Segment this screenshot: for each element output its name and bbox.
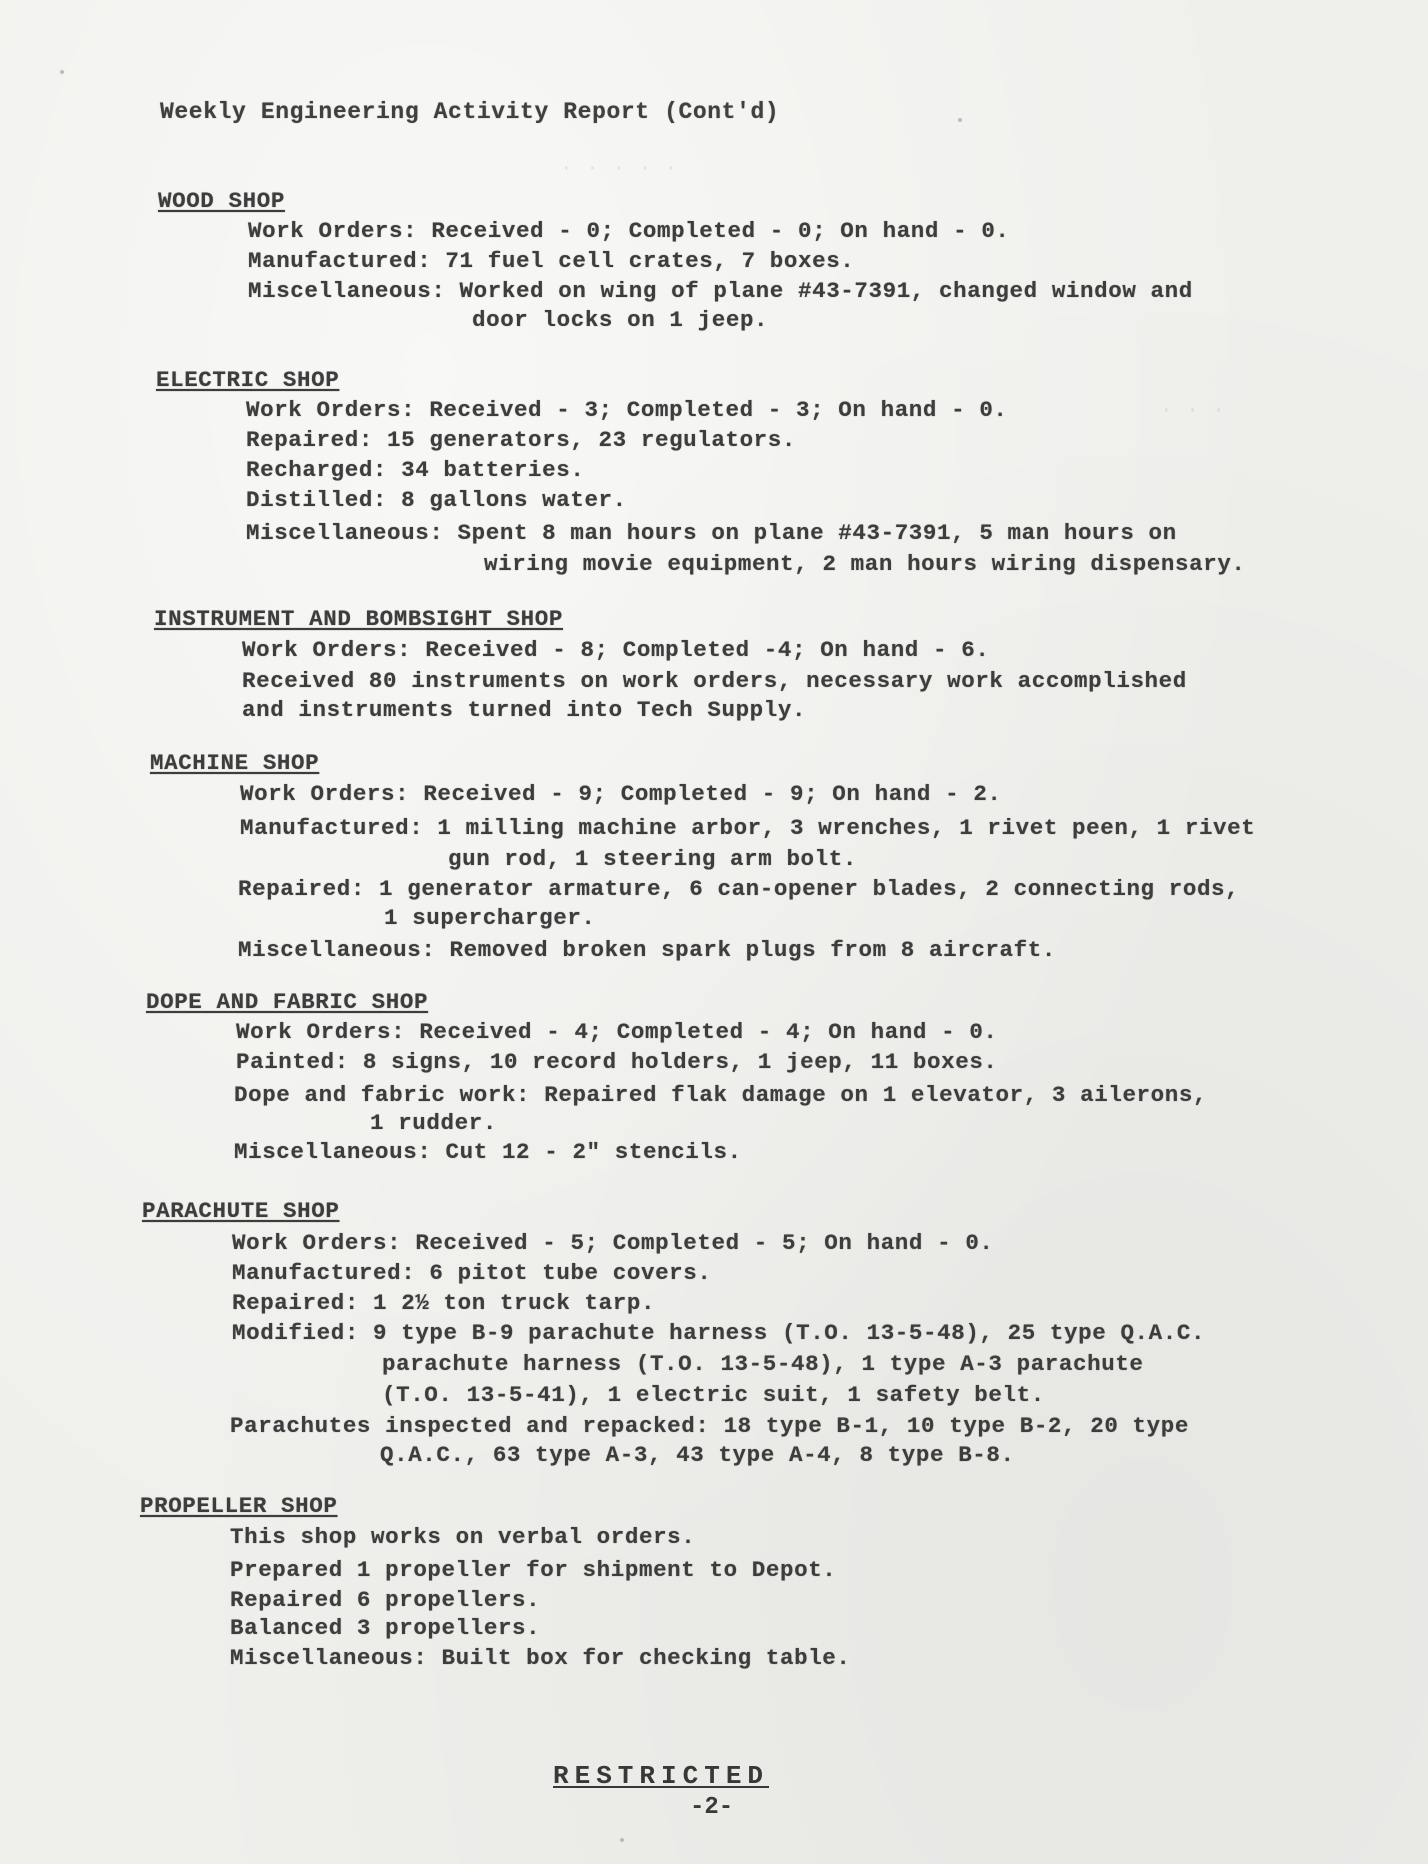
section-header-electric-shop: ELECTRIC SHOP [156,367,340,393]
section-line: Manufactured: 1 milling machine arbor, 3 wrenches, 1 rivet peen, 1 rivet [240,815,1256,841]
section-line: Work Orders: Received - 3; Completed - 3; On hand - 0. [246,397,1008,423]
section-line: (T.O. 13-5-41), 1 electric suit, 1 safety belt. [382,1382,1045,1408]
paper-speck [60,70,64,74]
section-line: Work Orders: Received - 9; Completed - 9; On hand - 2. [240,781,1002,807]
section-line: Work Orders: Received - 5; Completed - 5; On hand - 0. [232,1230,994,1256]
section-line: Work Orders: Received - 4; Completed - 4; On hand - 0. [236,1019,998,1045]
section-line: Received 80 instruments on work orders, necessary work accomplished [242,668,1187,694]
section-line: Miscellaneous: Removed broken spark plugs from 8 aircraft. [238,937,1056,963]
report-title: Weekly Engineering Activity Report (Cont'd) [160,99,780,125]
section-line: Q.A.C., 63 type A-3, 43 type A-4, 8 type B-8. [380,1442,1015,1468]
section-line: Prepared 1 propeller for shipment to Depot. [230,1557,837,1583]
section-line: Manufactured: 71 fuel cell crates, 7 boxes. [248,248,855,274]
section-line: and instruments turned into Tech Supply. [242,697,807,723]
section-line: 1 supercharger. [384,905,596,931]
paper-speck [620,1838,624,1842]
section-line: Distilled: 8 gallons water. [246,487,627,513]
section-line: 1 rudder. [370,1110,497,1136]
section-line: Work Orders: Received - 8; Completed -4; On hand - 6. [242,637,990,663]
section-line: parachute harness (T.O. 13-5-48), 1 type A-3 parachute [382,1351,1144,1377]
section-line: Balanced 3 propellers. [230,1615,541,1641]
section-line: Manufactured: 6 pitot tube covers. [232,1260,712,1286]
section-line: Modified: 9 type B-9 parachute harness (T.O. 13-5-48), 25 type Q.A.C. [232,1320,1206,1346]
section-line: door locks on 1 jeep. [472,307,769,333]
section-header-parachute-shop: PARACHUTE SHOP [142,1198,340,1224]
section-line: gun rod, 1 steering arm bolt. [448,846,857,872]
section-line: Work Orders: Received - 0; Completed - 0; On hand - 0. [248,218,1010,244]
classification-stamp: RESTRICTED [553,1761,770,1791]
section-line: This shop works on verbal orders. [230,1524,696,1550]
paper-speck [958,118,962,122]
section-line: Miscellaneous: Spent 8 man hours on plane #43-7391, 5 man hours on [246,520,1177,546]
section-header-machine-shop: MACHINE SHOP [150,750,320,776]
section-line: Painted: 8 signs, 10 record holders, 1 jeep, 11 boxes. [236,1049,998,1075]
section-header-wood-shop: WOOD SHOP [158,188,285,214]
section-line: Miscellaneous: Worked on wing of plane #43-7391, changed window and [248,278,1193,304]
bleed-through-mark: · · · [1160,400,1226,423]
section-header-dope-fabric-shop: DOPE AND FABRIC SHOP [146,989,429,1015]
section-line: Dope and fabric work: Repaired flak damage on 1 elevator, 3 ailerons, [234,1082,1208,1108]
section-line: Recharged: 34 batteries. [246,457,585,483]
bleed-through-mark: · · · · · [560,158,678,181]
section-line: Miscellaneous: Cut 12 - 2" stencils. [234,1139,742,1165]
section-line: Parachutes inspected and repacked: 18 type B-1, 10 type B-2, 20 type [230,1413,1189,1439]
section-header-instrument-shop: INSTRUMENT AND BOMBSIGHT SHOP [154,606,563,632]
section-line: Miscellaneous: Built box for checking table. [230,1645,851,1671]
section-line: Repaired: 15 generators, 23 regulators. [246,427,796,453]
section-header-propeller-shop: PROPELLER SHOP [140,1493,338,1519]
section-line: wiring movie equipment, 2 man hours wiring dispensary. [484,551,1246,577]
section-line: Repaired: 1 generator armature, 6 can-opener blades, 2 connecting rods, [238,876,1240,902]
section-line: Repaired 6 propellers. [230,1587,541,1613]
page-number: -2- [690,1794,734,1821]
section-line: Repaired: 1 2½ ton truck tarp. [232,1290,656,1316]
